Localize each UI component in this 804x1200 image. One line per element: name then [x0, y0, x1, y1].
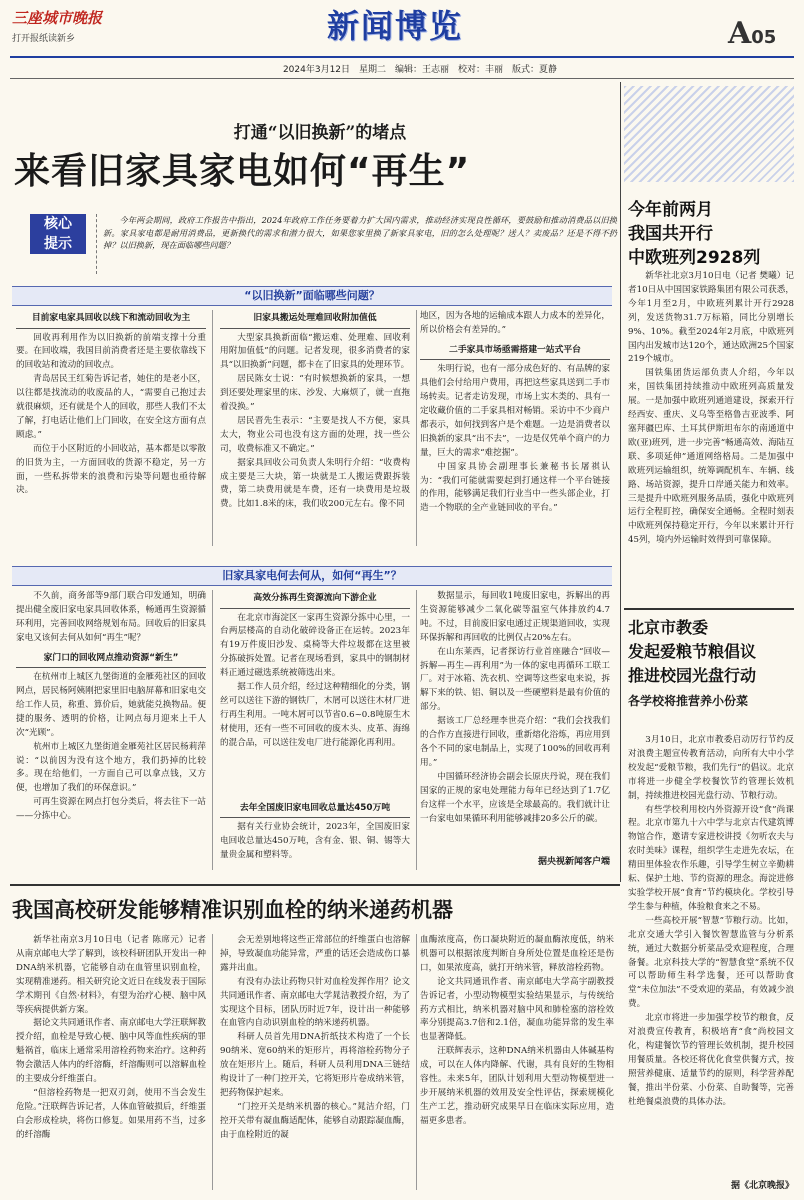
column-divider: [416, 310, 417, 546]
paragraph: 在杭州市上城区九堡街道的金雁苑社区的回收网点，居民杨阿姨刚把家里旧电脑屏幕和旧家电交给工作人员，称重、算价后，她就能兑换物品。便捷的服务、透明的价格，让网点每月迎来上千人次“光顾”。: [16, 672, 206, 738]
newspaper-tagline: 打开报纸读新乡: [12, 34, 76, 44]
column-divider: [416, 590, 417, 870]
problems-col2-subhead: 旧家具搬运处理难回收附加值低: [220, 312, 410, 329]
paragraph: 会无差别地将这些正常部位的纤维蛋白也溶解掉，导致凝血功能异常，严重的话还会造成伤口暴露并出血。: [220, 935, 410, 973]
paragraph: 据该工厂总经理李世亮介绍：“我们会找我们的合作方直接进行回收，重新熔化浴炼，再应用到各个不同的家电制品上，实现了100%的回收再利用。”: [420, 716, 610, 768]
column-divider: [212, 590, 213, 870]
problems-col-2: [220, 310, 410, 548]
side-story-1-headline: [628, 198, 794, 270]
side-story-2-headline: [628, 616, 794, 688]
section-band-rebirth: 旧家具家电何去何从，如何“再生”？: [12, 566, 612, 586]
headline-line: 北京市教委: [628, 618, 709, 637]
paragraph: 地区，因为各地的运输成本跟人力成本的差异化，所以价格会有差异的。”: [420, 311, 610, 335]
summary-box: [96, 214, 617, 274]
rebirth-col2-body-2: [220, 821, 410, 865]
side-story-2-body: [628, 734, 794, 1174]
rebirth-col2-subhead-2: 去年全国废旧家电回收总量达450万吨: [220, 802, 410, 819]
bottom-col-1: [16, 934, 206, 1192]
bottom-col-3: [420, 934, 614, 1192]
rebirth-col2-body: [220, 612, 410, 798]
paragraph: 新华社南京3月10日电（记者 陈席元）记者从南京邮电大学了解到，该校科研团队开发出一种DNA纳米机器，它能够自动在血管里识别血栓，实现精准递药。相关研究论文近日在线发表于国际学术期刊《自然·材料》，有望为治疗心梗、脑中风等疾病提供新方案。: [16, 935, 206, 1015]
side-story-2-credit: 据《北京晚报》: [730, 1181, 794, 1191]
sidebar-divider: [620, 82, 621, 882]
newspaper-logo: 三座城市晚报: [12, 9, 103, 27]
paragraph: 论文共同通讯作者、南京邮电大学高宇副教授告诉记者，小型动物模型实验结果显示，与传统给药方式相比，纳米机器对脑中风和肺栓塞的溶栓效率分别提高3.7倍和2.1倍，凝血功能异常的发生率也显著降低。: [420, 976, 614, 1043]
rail-pattern: [624, 86, 794, 182]
headline-line: 推进校园光盘行动: [628, 666, 757, 685]
page-indicator: [728, 16, 776, 51]
bottom-story-rule: [10, 884, 620, 886]
paragraph: 大型家具换新面临“搬运难、处理难、回收利用附加值低”的问题。记者发现，很多消费者的家具“以旧换新”问题，都卡在了旧家具的处理环节。: [220, 332, 410, 371]
summary-text: 今年两会期间，政府工作报告中指出，2024年政府工作任务要着力扩大国内需求，推动经济实现良性循环，要鼓励和推动消费品以旧换新。家具家电都是耐用消费品，更新换代的需求和潜力很大，如果您家里换了新家具家电，旧的怎么处理呢？送人？卖废品？还是不得不扔掉？以旧换新，现在面临哪些问题？: [103, 215, 617, 250]
paragraph: 回收再利用作为以旧换新的前端支撑十分重要。在回收端，我国目前消费者还是主要依靠线下的回收站和流动的回收点。: [16, 332, 206, 371]
dateline: 2024年3月12日 星期二 编辑：王志丽 校对：丰丽 版式：夏静: [282, 65, 558, 75]
core-tip-badge-line1: 核心: [44, 216, 72, 232]
paragraph: 杭州市上城区九堡街道金雁苑社区居民杨莉萍说：“以前因为没有这个地方，我们扔掉的比较多。现在给他们，一方面自己可以拿点钱，又方便，也增加了我们的环保意识。”: [16, 741, 206, 794]
paragraph: 新华社北京3月10日电（记者 樊曦）记者10日从中国国家铁路集团有限公司获悉，今年1月至2月，中欧班列累计开行2928列，发送货物31.7万标箱，同比分别增长9%、10%。截至2024年2月底，中欧班列国内出发城市达120个，通达欧洲25个国家219个城市。: [628, 271, 794, 365]
headline-line: 发起爱粮节粮倡议: [628, 642, 757, 661]
problems-col-3: [420, 310, 610, 548]
dateline-rule: [10, 78, 794, 79]
paragraph: 血酶浓度高，伤口凝块附近的凝血酶浓度低，纳米机器可以根据浓度判断自身所处位置是血栓还是伤口，如果浓度高，就打开纳米管，释放溶栓药物。: [420, 935, 614, 973]
column-divider: [212, 934, 213, 1190]
main-story-credit: 据央视新闻客户端: [537, 857, 610, 867]
paragraph: 在北京市海淀区一家再生资源分拣中心里，一台两层楼高的自动化破碎设备正在运转。2023年有19万件废旧沙发、桌椅等大件垃圾都在这里被分拣破拆处置。记者在现场看到，家具中的钢制材料正通过磁选系统被筛选出来。: [220, 612, 410, 679]
paragraph: 在山东莱西，记者探访行业首座融合“回收—拆解—再生—再利用”为一体的家电再循环工联工厂。对于冰箱、洗衣机、空调等这些家电来说，拆解下来的铁、铝、铜以及一些硬塑料是最有价值的部分。: [420, 646, 610, 713]
paragraph: 一些高校开展“智慧”节粮行动。比如，北京交通大学引入餐饮智慧监管与分析系统，通过大数据分析菜品受欢迎程度，合理备餐。北京科技大学的“智慧食堂”系统不仅可以帮助师生科学选餐，还可以帮助食堂“未位加法”不受欢迎的菜品，有效减少浪费。: [628, 915, 794, 1010]
paragraph: 据家具回收公司负责人朱明行介绍：“收费构成主要是三大块，第一块就是工人搬运费跟拆装费，第二块费用就是车费，还有一块费用是垃圾费。比如1.8米的床，我们收200元左右。像不同: [220, 457, 410, 510]
page-letter: A: [728, 16, 752, 51]
paragraph: 居民陈女士说：“有时候想换新的家具，一想到还要处理家里的床、沙发、大麻烦了，就一直拖着没换。”: [220, 374, 410, 413]
paragraph: 有没有办法让药物只针对血栓发挥作用？论文共同通讯作者、南京邮电大学晁洁教授介绍，为了实现这个目标，团队历时近7年，设计出一种能够在血管内自动识别血栓的纳米递药机器。: [220, 976, 410, 1029]
paragraph: 居民晋先生表示：“主要是找人不方便，家具太大，物业公司也没有这方面的处理，找一些公司，收费标准又不确定。”: [220, 415, 410, 454]
paragraph: 汪联辉表示，这种DNA纳米机器由人体碱基构成，可以在人体内降解、代谢，具有良好的生物相容性。未来5年，团队计划利用大型动物模型进一步开展纳米机器的效用及安全性评估，探索规模化生产工艺，推动研究成果早日在临床实际应用，造福更多患者。: [420, 1046, 614, 1126]
paragraph: 中国家具协会副理事长兼秘书长屠祺认为：“我们可能就需要起到打通这样一个平台链接的作用，能够满足我们行业当中一些头部企业，打造一个物联的全产业链回收的平台。”: [420, 461, 610, 514]
problems-col1-subhead: 目前家电家具回收以线下和流动回收为主: [16, 312, 206, 329]
problems-col2-body: [220, 332, 410, 538]
core-tip-badge-line2: 提示: [44, 236, 72, 252]
paragraph: 青岛居民王红菊告诉记者，她住的是老小区，以往都是找流动的收废品的人，“需要自己抱过去就很麻烦，还有就是个人的回收，那些人我们不太了解，打电话让他们上门回收，在安全这方面有点顾虑。”: [16, 374, 206, 440]
paragraph: “门控开关是纳米机器的核心。”晁洁介绍，门控开关带有凝血酶适配体，能够自动跟踪凝血酶，由于血栓附近的凝: [220, 1101, 410, 1140]
core-tip-badge: [30, 214, 86, 254]
paragraph: 据论文共同通讯作者、南京邮电大学汪联辉教授介绍，血栓是导致心梗、脑中风等血性疾病的罪魁祸首，临床上通常采用溶栓药物来治疗。这种药物会激活人体内的纤溶酶，纤溶酶则可以溶解血栓的主要成分纤维蛋白。: [16, 1018, 206, 1085]
rebirth-col2-subhead: 高效分拣再生资源流向下游企业: [220, 592, 410, 609]
headline-line: 今年前两月: [628, 200, 713, 220]
paragraph: 中国循环经济协会副会长原庆丹说，现在我们国家的正规的家电处理能力每年已经达到了1.7亿台这样一个水平，应该是全球最高的。我们就计让一台家电如果循环利用能够减排20多公斤的碳。: [420, 771, 610, 824]
rebirth-col-2: [220, 590, 410, 874]
paragraph: 据工作人员介绍，经过这种精细化的分类，钢丝可以送往下游的钢铁厂，木屑可以送往木材厂进行再生利用。一吨木屑可以节省0.6~0.8吨原生木材使用，还有一些不可回收的废木头、皮革、海绵的混合品，可以送往发电厂进行能源化再利用。: [220, 682, 410, 748]
side-story-1-body: [628, 270, 794, 600]
paragraph: 据有关行业协会统计，2023年，全国废旧家电回收总量达450万吨，含有金、银、铜、锡等大量贵金属和塑料等。: [220, 822, 410, 860]
problems-col3-body-top: [420, 310, 610, 338]
section-title: 新闻博览: [326, 7, 463, 45]
page-number: 05: [751, 27, 777, 48]
paragraph: 北京市将进一步加强学校节约粮食，反对浪费宣传教育，积极培育“食”尚校园文化，构建餐饮节约管理长效机制，提升校园用餐质量。各校还将优化食堂供餐方式，按照营养健康、适量节约的原则，科学营养配餐，推出半份菜、小份菜、自助餐等，完善杜绝餐桌浪费的具体办法。: [628, 1013, 794, 1107]
sidebar-separator: [624, 608, 794, 610]
headline-line: 我国共开行: [628, 224, 713, 244]
main-headline: 来看旧家具家电如何“再生”: [14, 151, 471, 192]
rebirth-col1-intro: [16, 590, 206, 646]
paragraph: 数据显示，每回收1吨废旧家电，拆解出的再生资源能够减少二氧化碳等温室气体排放约4.7吨。不过，目前废旧家电通过正规渠道回收，实现环保拆解和再回收的比例仅占20%左右。: [420, 591, 610, 643]
headline-line: 中欧班列2928列: [628, 248, 761, 268]
problems-col1-body: [16, 332, 206, 532]
paragraph: 国铁集团货运部负责人介绍，今年以来，国铁集团持续推动中欧班列高质量发展。一是加强中欧班列通道建设，探索开行经西安、重庆、义乌等至格鲁吉亚波季、阿塞拜疆巴库、土耳其伊斯坦布尔的南通道中欧(亚)班列，进一步完善“畅通高效、海陆互联、多项延伸”通道网络格局。二是加强中欧班列运输组织，统筹调配机车、车辆、线路、场站资源，提升口岸通关能力和效率。三是提升中欧班列服务品质，强化中欧班列运行全程盯控，确保安全通畅。全程时刻表中欧班列保持稳定开行，今年以来累计开行45列，境内外运输时效得到可靠保障。: [628, 368, 794, 546]
paragraph: 3月10日，北京市教委启动厉行节约反对浪费主题宣传教育活动，向所有大中小学校发起“爱粮节粮，我们先行”的倡议。北京市将进一步健全学校餐饮节约管理长效机制，持续推进校园光盘行动、节粮行动。: [628, 735, 794, 801]
paragraph: 不久前，商务部等9部门联合印发通知，明确提出健全废旧家电家具回收体系，畅通再生资源循环利用，完善回收网络规划布局。回收后的旧家具家电又该何去何从如何“再生”呢？: [16, 591, 206, 643]
main-kicker: 打通“以旧换新”的堵点: [233, 123, 407, 143]
bottom-headline: 我国高校研发能够精准识别血栓的纳米递药机器: [12, 898, 453, 922]
problems-col-1: [16, 310, 206, 548]
masthead-rule: [10, 56, 794, 58]
rebirth-col1-body: [16, 671, 206, 861]
paragraph: 而位于小区附近的小回收站，基本都是以零散的旧货为主，一方面回收的货源不稳定，另一方面，一些私拆带来的浪费和污染等问题也亟待解决。: [16, 443, 206, 496]
paragraph: 可再生资源在网点打包分类后，将去往下一站——分拣中心。: [16, 797, 206, 822]
problems-col3-body: [420, 363, 610, 543]
paragraph: 朱明行说，也有一部分成色好的、有品牌的家具他们会付给用户费用，再把这些家具送到二手市场转卖。记者走访发现，市场上实木类的、具有一定收藏价值的二手家具相对畅销。采访中不少商户都表示，如何找到客户是个难题。一边是消费者以旧换新的家具“出不去”，一边是仅凭单个商户的力量，巨大的需求“难挖掘”。: [420, 364, 610, 458]
paragraph: 有些学校利用校内外资源开设“食”尚课程。北京市第九十六中学与北京古代建筑博物馆合作，邀请专家进校讲授《勿听农夫与农时美味》课程，组织学生走进先农坛，在精田里体验农作乐趣，引导学生树立辛勤耕耘、保护土地、节约资源的理念。海淀进修实验学校开展“食育”节约模块化。学校引导学生参与种植，体验粮食来之不易。: [628, 804, 794, 912]
paragraph: “但溶栓药物是一把双刃剑，使用不当会发生危险。”汪联辉告诉记者，人体血管破损后，纤维蛋白会形成栓块，将伤口修复。如果用药不当，过多的纤溶酶: [16, 1087, 206, 1140]
rebirth-col-1: [16, 590, 206, 874]
paragraph: 科研人员首先用DNA折纸技术构造了一个长90纳米、宽60纳米的矩形片，再将溶栓药物分子放在矩形片上。随后，科研人员利用DNA三链结构设计了一种门控开关，它将矩形片卷成纳米管，把药物保护起来。: [220, 1032, 410, 1098]
column-divider: [416, 934, 417, 1190]
side-story-2-subhead: 各学校将推营养小份菜: [628, 694, 749, 708]
column-divider: [212, 310, 213, 546]
rebirth-col1-subhead: 家门口的回收网点推动资源“新生”: [16, 652, 206, 669]
rebirth-col-3: [420, 590, 610, 874]
problems-col3-subhead: 二手家具市场亟需搭建一站式平台: [420, 344, 610, 361]
section-band-problems: “以旧换新”面临哪些问题？: [12, 286, 612, 306]
rebirth-col3-body: [420, 590, 610, 852]
bottom-col-2: [220, 934, 410, 1192]
